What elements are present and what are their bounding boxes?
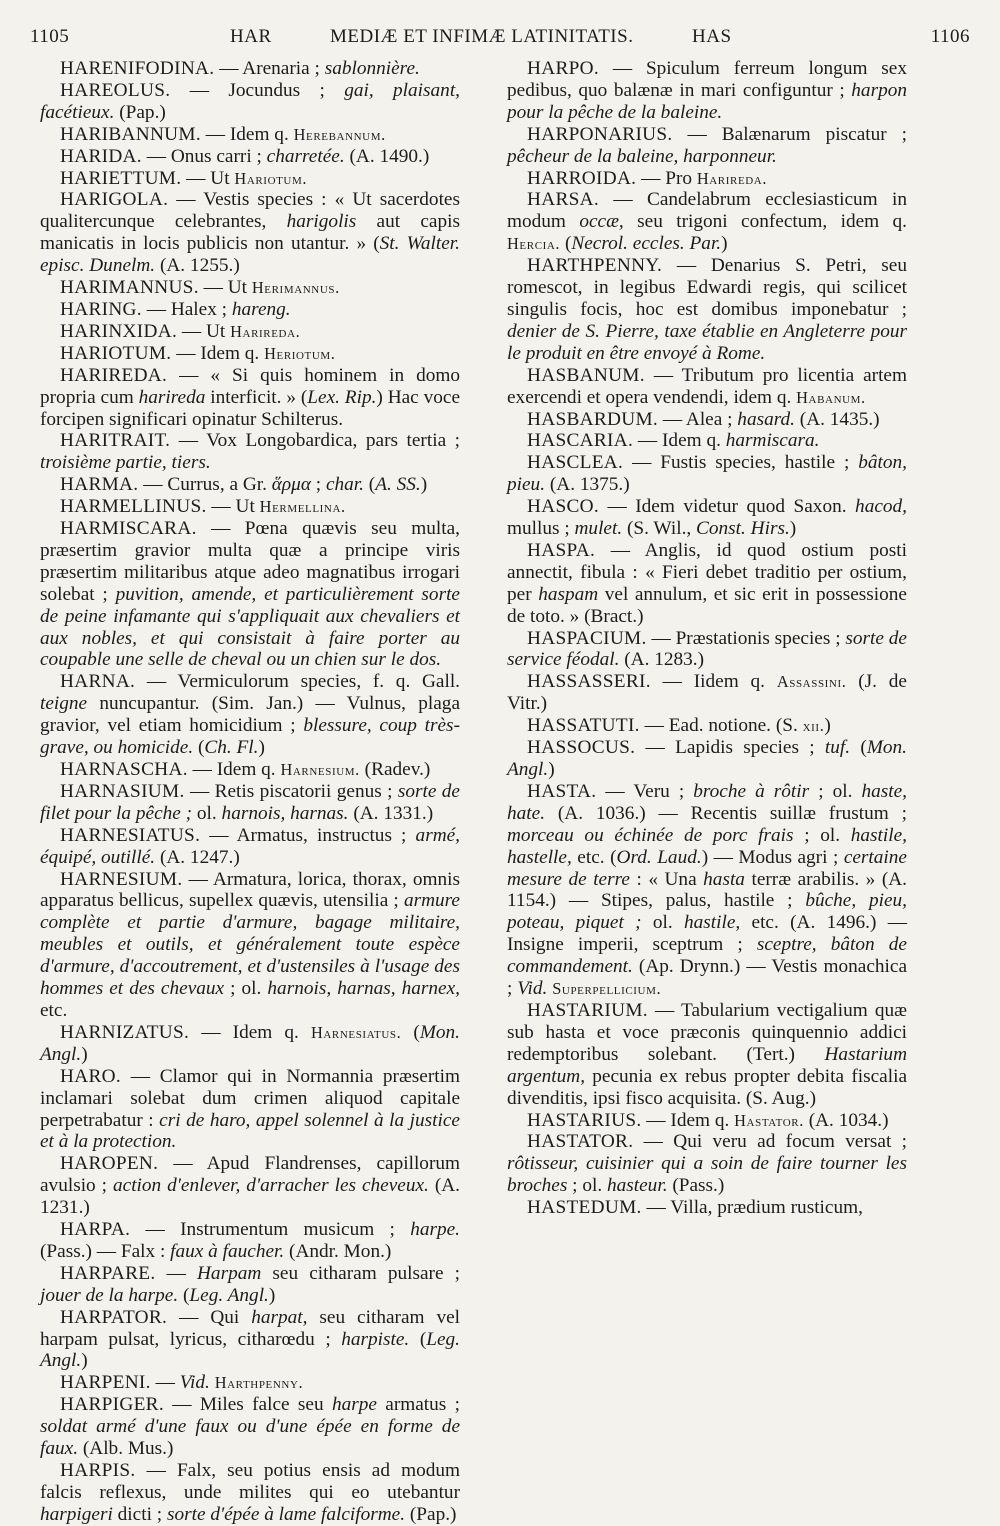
french-gloss: troisième partie, tiers. — [40, 452, 211, 474]
entry-harnizatus — [40, 1022, 460, 1066]
entry-hastedum — [507, 1197, 907, 1219]
italic-term: harpe — [331, 1394, 377, 1416]
italic-term: harigolis — [286, 211, 357, 233]
definition: — Idem q. — [641, 1109, 735, 1131]
french-gloss: jouer de la harpe. — [40, 1284, 179, 1306]
entry-harpa — [40, 1219, 460, 1263]
source-ref: (A. 1435.) — [794, 408, 880, 430]
dash: — — [150, 1372, 180, 1394]
italic-term: occæ, — [579, 211, 624, 233]
source-title: Ord. Laud. — [616, 846, 702, 868]
old-french-forms: haste, hate. — [507, 780, 907, 824]
french-gloss: harpe. — [410, 1219, 460, 1241]
french-gloss-2: faux à faucher. — [170, 1240, 285, 1262]
headword: HARO. — [60, 1065, 121, 1087]
definition: — Miles falce seu — [163, 1394, 332, 1416]
french-gloss: puvition, amende, et particulièrement sorte de peine infamante qui s'appliquait aux chevaliers et aux nobles, et qui consistait à faire porter au coupable une selle de cheval ou un chien sur le dos. — [40, 583, 460, 671]
headword: HASTEDUM. — [527, 1197, 642, 1219]
source-ref: (Alb. Mus.) — [78, 1438, 174, 1460]
entry-hariotum — [40, 343, 460, 365]
definition: — Denarius S. Petri, seu romescot, in legibus Edwardi regis, qui scilicet singulis focis, hoc est domibus imponebatur ; — [507, 255, 907, 320]
headword: HASBANUM. — [527, 364, 645, 386]
definition: — Retis piscatorii genus ; — [184, 780, 398, 802]
running-title: MEDIÆ ET INFIMÆ LATINITATIS. — [330, 26, 634, 47]
headword: HAROPEN. — [60, 1153, 159, 1175]
paren-close: ) — [789, 518, 797, 540]
paren-close: ) — [268, 1284, 276, 1306]
definition: — Idem q. — [171, 342, 265, 364]
paren-close: ) — [824, 715, 831, 737]
definition: — Vermiculorum species, f. q. Gall. — [135, 671, 460, 693]
entry-harnasium — [40, 781, 460, 825]
paren-open: ( — [850, 737, 867, 759]
french-gloss: mulet. — [574, 518, 623, 540]
definition-cont: ol. — [192, 802, 222, 824]
entry-harpiger — [40, 1394, 460, 1460]
entry-harietum — [40, 168, 460, 190]
entry-harida — [40, 146, 460, 168]
cross-reference: Assassini. — [776, 672, 847, 692]
french-gloss: morceau ou échinée de porc frais — [507, 824, 794, 846]
headword: HASTARIUM. — [527, 999, 648, 1021]
entry-hastarius — [507, 1110, 907, 1132]
source-ref: (A. 1231.) — [40, 1175, 460, 1219]
source-ref: (Pass.) — [667, 1175, 725, 1197]
source-title: Ch. Fl. — [204, 737, 259, 759]
headword: HARNASCHA. — [60, 759, 188, 780]
headword: HASTARIUS. — [527, 1109, 642, 1131]
definition-cont: seu trigoni confectum, idem q. — [623, 211, 907, 233]
headword: HARPIS. — [60, 1460, 136, 1481]
definition: — Idem videtur quod Saxon. — [598, 496, 856, 518]
entry-harpo — [507, 58, 907, 124]
headword: HARPONARIUS. — [527, 123, 673, 145]
french-gloss: bâton, pieu. — [507, 452, 907, 496]
entry-harponarius — [507, 124, 907, 168]
old-french-forms: hastile, — [683, 912, 741, 934]
entry-hastator — [507, 1131, 907, 1197]
entry-hasbanum — [507, 365, 907, 409]
french-gloss: char. — [325, 474, 364, 496]
entry-harmellinus — [40, 496, 460, 518]
old-french-forms: harnois, harnas. — [221, 802, 349, 824]
headword: HARNESIUM. — [60, 868, 183, 890]
headword: HARNASIUM. — [60, 780, 185, 802]
french-gloss: action d'enlever, d'arracher les cheveux. — [113, 1175, 429, 1197]
definition: — Ut — [181, 167, 235, 189]
source-title: St. Walter. episc. Dunelm. — [40, 233, 460, 277]
entry-hascaria — [507, 430, 907, 452]
left-guide-word: HAR — [230, 26, 272, 47]
definition: — Lapidis species ; — [635, 737, 825, 759]
text-segment: ol. — [641, 912, 684, 934]
definition-cont: nuncupantur. (Sim. Jan.) — Vulnus, plaga gravior, vel etiam homicidium ; — [40, 693, 460, 737]
definition-cont: (Pass.) — Falx : — [40, 1240, 171, 1262]
definition: — Villa, prædium rusticum, — [641, 1197, 863, 1219]
text-segment: (A. 1036.) — Recentis suillæ frustum ; — [545, 802, 907, 824]
definition-cont: interficit. » ( — [205, 386, 308, 408]
cross-reference: Herimannus. — [251, 278, 340, 298]
french-gloss: gai, plaisant, facétieux. — [40, 79, 460, 123]
entry-hastarium — [507, 1000, 907, 1110]
french-gloss: harpiste. — [341, 1328, 410, 1350]
headword: HARNIZATUS. — [60, 1021, 190, 1043]
entry-harimannus — [40, 277, 460, 299]
definition-cont: vel annulum, et sic erit in possessione de toto. » (Bract.) — [507, 583, 907, 627]
definition: — Anglis, id quod ostium posti annectit, fibula : « Fieri debet traditio per ostium, per — [507, 539, 907, 605]
definition: — Onus carri ; — [141, 145, 267, 167]
separator: ; — [310, 474, 326, 496]
source-ref: (A. 1247.) — [155, 846, 240, 868]
italic-term: teigne — [40, 693, 88, 715]
definition-tail: etc. — [40, 999, 68, 1021]
text-segment: (Ap. Drynn.) — Vestis monachica ; — [507, 956, 907, 1000]
text-segment: ; ol. — [809, 780, 862, 802]
entry-hareolus — [40, 80, 460, 124]
headword: HASTA. — [527, 780, 597, 802]
headword: HARIGOLA. — [60, 189, 169, 211]
source-ref: (A. 1331.) — [348, 802, 434, 824]
french-gloss: sorte de service féodal. — [507, 627, 907, 671]
source-title: A. SS. — [375, 474, 421, 496]
headword: HARTHPENNY. — [527, 255, 663, 277]
source-ref: (A. 1255.) — [155, 255, 240, 277]
text-segment: ) — Modus agri ; — [701, 846, 844, 868]
definition: — Vestis species : « Ut sacerdotes qualitercunque celebrantes, — [40, 189, 460, 233]
definition: — Armatura, lorica, thorax, omnis apparatus bellicus, supellex quævis, utensilia ; — [40, 868, 460, 912]
definition: — Ut — [177, 320, 231, 342]
definition: seu citharam pulsare ; — [261, 1262, 460, 1284]
entry-harnesiatus — [40, 825, 460, 869]
dash: — — [155, 1262, 197, 1284]
definition-tail: ) Hac voce forcipen significari opinatur Schilterus. — [40, 386, 461, 430]
right-guide-word: HAS — [692, 26, 732, 47]
headword: HARPENI. — [60, 1372, 151, 1394]
source-ref: (Andr. Mon.) — [284, 1240, 392, 1262]
cross-reference: Herebannum. — [293, 124, 386, 144]
paren-open: (S. Wil., — [622, 518, 697, 540]
definition: — Idem q. — [633, 430, 726, 452]
definition-cont: mullus ; — [507, 518, 575, 540]
paren-close: ) — [81, 1043, 88, 1065]
headword: HARIETTUM. — [60, 167, 182, 189]
definition: — Pœna quævis seu multa, præsertim gravior multa quæ a principe viris præsertim militaribus atque adeo magnatibus irrogari solebat ; — [40, 518, 460, 605]
headword: HARPA. — [60, 1219, 131, 1241]
text-segment: ; ol. — [793, 824, 851, 846]
definition: — Idem q. — [187, 759, 281, 780]
vid-marker: Vid. — [517, 978, 548, 1000]
century-numeral: xii. — [802, 716, 825, 736]
cross-reference: Harthpenny. — [214, 1373, 304, 1393]
french-gloss: harpon pour la pêche de la baleine. — [507, 79, 907, 123]
headword: HASPA. — [527, 539, 596, 561]
entry-harenifodina — [40, 58, 460, 80]
definition: — Alea ; — [658, 408, 738, 430]
definition: — Præstationis species ; — [646, 627, 846, 649]
headword: HARIOTUM. — [60, 342, 172, 364]
definition: — Qui — [167, 1306, 252, 1328]
source-ref: (Radev.) — [359, 759, 431, 780]
definition: — Jocundus ; — [170, 79, 345, 101]
cross-reference: Habanum. — [796, 387, 866, 407]
definition: — Ut — [206, 496, 260, 518]
definition: — Veru ; — [596, 780, 694, 802]
source-ref: (A. 1375.) — [545, 474, 630, 496]
french-gloss: charretée. — [266, 145, 345, 167]
source-ref: (Pap.) — [114, 101, 166, 123]
french-gloss: armé, équipé, outillé. — [40, 824, 460, 868]
french-gloss: blessure, coup très-grave, ou homicide. — [40, 715, 460, 759]
french-gloss: tuf. — [824, 737, 851, 759]
definition: — Falx, seu potius ensis ad modum falcis reflexus, unde milites qui eo utebantur — [40, 1460, 460, 1503]
definition: — Ead. notione. (S. — [639, 715, 803, 737]
entry-harroida — [507, 168, 907, 190]
old-french-forms: harnois, harnas, harnex, — [267, 978, 460, 1000]
french-gloss: armure complète et partie d'armure, bagage militaire, meubles et outils, et généralement toute espèce d'armure, d'accoutrement, et d'ustensiles à l'usage des hommes et des chevaux — [40, 890, 460, 1000]
headword: HARINXIDA. — [60, 320, 178, 342]
entry-harpare — [40, 1263, 460, 1307]
cross-reference: Hercia. — [507, 234, 561, 254]
french-gloss: sablonnière. — [324, 58, 420, 79]
left-page-number: 1105 — [30, 26, 70, 47]
cross-reference: Hermellina. — [259, 497, 346, 517]
definition-cont: aut capis manicatis in locis publicis non utantur. » ( — [40, 211, 460, 255]
headword: HARPARE. — [60, 1262, 156, 1284]
entry-haro — [40, 1066, 460, 1154]
right-page-number: 1106 — [930, 26, 970, 47]
headword: HARIBANNUM. — [60, 123, 201, 145]
vid-marker: Vid. — [179, 1372, 210, 1394]
headword: HASSATUTI. — [527, 715, 640, 737]
french-gloss: broche à rôtir — [693, 780, 810, 802]
italic-term: haspam — [538, 583, 599, 605]
greek-word: ἅρμα — [271, 474, 311, 496]
french-gloss: certaine mesure de terre — [507, 846, 907, 890]
entry-harmiscara — [40, 518, 460, 671]
headword: HAREOLUS. — [60, 79, 171, 101]
cross-reference: Hastator. — [734, 1110, 804, 1130]
source-title: Leg. Angl. — [189, 1284, 269, 1306]
source-title: Mon. Angl. — [40, 1021, 461, 1065]
paren-open: ( — [560, 233, 572, 255]
cross-reference: Superpellicium. — [552, 979, 662, 999]
entry-harpeni — [40, 1372, 460, 1394]
paren-open: ( — [409, 1328, 427, 1350]
source-ref: (Pap.) — [405, 1503, 457, 1525]
source-ref: (A. 1283.) — [619, 649, 705, 671]
headword: HARSA. — [527, 189, 599, 211]
definition: — Armatus, instructus ; — [200, 824, 416, 846]
headword: HARROIDA. — [527, 167, 637, 189]
headword: HARING. — [60, 298, 142, 320]
italic-term: harpat, — [251, 1306, 308, 1328]
entry-harpator — [40, 1307, 460, 1373]
french-gloss: cri de haro, appel solennel à la justice et à la protection. — [40, 1109, 460, 1153]
entry-harsa — [507, 189, 907, 255]
headword: HARMA. — [60, 474, 139, 496]
entry-hasco — [507, 496, 907, 540]
headword: HARIMANNUS. — [60, 277, 199, 299]
headword: HASSOCUS. — [527, 737, 636, 759]
definition-cont: pecunia ex rebus propter debita fiscalia divenditis, ipsi fisco acquisita. (S. Aug.) — [507, 1065, 907, 1109]
old-french-forms: hastile, hastelle, — [507, 824, 907, 868]
french-gloss: sceptre, bâton de commandement. — [507, 934, 907, 978]
entry-hasta — [507, 781, 907, 1000]
headword: HARIREDA. — [60, 364, 168, 386]
entry-haropen — [40, 1153, 460, 1219]
french-gloss: rôtisseur, cuisinier qui a soin de faire tourner les broches — [507, 1153, 907, 1197]
entry-harna — [40, 671, 460, 759]
entry-harpis — [40, 1460, 460, 1526]
entry-hasbardum — [507, 409, 907, 431]
headword: HASCO. — [527, 496, 599, 518]
paren-close: ) — [548, 759, 555, 780]
entry-haritrait — [40, 430, 460, 474]
paren-close: ) — [420, 474, 428, 496]
french-gloss: hareng. — [231, 298, 291, 320]
definition: — Tributum pro licentia artem exercendi et opera vendendi, idem q. — [507, 364, 907, 408]
french-gloss: pêcheur de la baleine, harponneur. — [507, 145, 777, 167]
headword: HASPACIUM. — [527, 627, 647, 649]
right-column — [507, 58, 907, 1511]
source-title: Mon. Angl. — [507, 737, 907, 780]
italic-term: harmiscara. — [725, 430, 820, 452]
definition: — Candelabrum ecclesiasticum in modum — [507, 189, 907, 233]
definition: — Ut — [198, 277, 252, 299]
entry-haspa — [507, 540, 907, 628]
definition-cont: armatus ; — [376, 1394, 460, 1416]
entry-harinxida — [40, 321, 460, 343]
paren-close: ) — [721, 233, 728, 255]
left-column — [40, 58, 461, 1525]
definition: — « Si quis hominem in domo propria cum — [40, 364, 460, 408]
italic-term: Hastarium argentum, — [507, 1043, 907, 1087]
definition-cont: ; ol. — [567, 1175, 607, 1197]
text-segment: : « Una — [629, 868, 704, 890]
paren-close: ) — [81, 1350, 88, 1372]
headword: HASCLEA. — [527, 452, 624, 474]
definition: — Idem q. — [189, 1021, 311, 1043]
headword: HARPO. — [527, 58, 599, 79]
definition: — Instrumentum musicum ; — [130, 1219, 411, 1241]
source-title: Lex. Rip. — [307, 386, 377, 408]
french-gloss: sorte de filet pour la pêche ; — [40, 780, 460, 824]
definition: — Apud Flandrenses, capillorum avulsio ; — [40, 1153, 460, 1197]
cross-reference: Hariotum. — [234, 168, 308, 188]
entry-haring — [40, 299, 460, 321]
definition-cont: ; ol. — [224, 978, 268, 1000]
italic-term: Harpam — [197, 1262, 262, 1284]
italic-term: hasta — [703, 868, 745, 890]
definition: — Iidem q. — [650, 671, 777, 693]
source-title: Necrol. eccles. Par. — [571, 233, 722, 255]
source-ref: (A. 1490.) — [344, 145, 430, 167]
headword: HARNA. — [60, 671, 136, 693]
source-title: Leg. Angl. — [40, 1328, 460, 1372]
paren-open: ( — [363, 474, 376, 496]
headword: HARPIGER. — [60, 1394, 164, 1416]
headword: HARIDA. — [60, 145, 142, 167]
source-ref: (J. de Vitr.) — [507, 671, 907, 715]
entry-hassasseri — [507, 671, 907, 715]
entry-haspacium — [507, 628, 907, 672]
definition: — Tabularium vectigalium quæ sub hasta et voce præconis quinquennio addici redemptoribus solebant. (Tert.) — [507, 999, 907, 1065]
paren-open: ( — [401, 1021, 420, 1043]
cross-reference: Harireda. — [230, 321, 301, 341]
headword: HARMISCARA. — [60, 518, 197, 540]
headword: HARMELLINUS. — [60, 496, 207, 518]
french-gloss: sorte d'épée à lame falciforme. — [166, 1503, 406, 1525]
entry-hassocus — [507, 737, 907, 781]
text-segment: etc. ( — [571, 846, 617, 868]
french-gloss: denier de S. Pierre, taxe établie en Angleterre pour le produit en être envoyé à Rome. — [507, 320, 907, 364]
definition: — Vox Longobardica, pars tertia ; — [170, 430, 460, 452]
entry-harnascha — [40, 759, 460, 781]
entry-harireda — [40, 365, 460, 431]
definition: — Pro — [636, 167, 697, 189]
cross-reference: Harireda. — [696, 168, 768, 188]
headword: HASBARDUM. — [527, 408, 659, 430]
headword: HARITRAIT. — [60, 430, 171, 452]
definition-cont: seu citharam vel harpam pulsat, lyricus, citharœdu ; — [40, 1306, 460, 1350]
source-title: Const. Hirs. — [696, 518, 790, 540]
french-gloss: hasard. — [737, 408, 795, 430]
definition: — Currus, a Gr. — [138, 474, 272, 496]
entry-hassatuti — [507, 715, 907, 737]
definition: — Clamor qui in Normannia præsertim inclamari solebat dum crimen aliquod capitale perpetrabatur : — [40, 1065, 460, 1131]
definition: — Balænarum piscatur ; — [672, 123, 907, 145]
italic-term: harpigeri — [40, 1503, 113, 1525]
definition: — Arenaria ; — [214, 58, 325, 79]
definition: — Qui veru ad focum versat ; — [633, 1131, 907, 1153]
source-ref: (A. 1034.) — [803, 1109, 889, 1131]
text-segment: etc. (A. 1496.) — Insigne imperii, sceptrum ; — [507, 912, 907, 956]
italic-term: harireda — [138, 386, 206, 408]
headword: HASCARIA. — [527, 430, 634, 452]
paren-open: ( — [178, 1284, 190, 1306]
headword: HASTATOR. — [527, 1131, 634, 1153]
definition: — Spiculum ferreum longum sex pedibus, quo balænæ in mari configuntur ; — [507, 58, 907, 101]
definition: — Fustis species, hastile ; — [623, 452, 859, 474]
definition-cont: dicti ; — [112, 1503, 167, 1525]
entry-haribannum — [40, 124, 460, 146]
french-gloss: bûche, pieu, poteau, piquet ; — [507, 890, 907, 934]
entry-hasclea — [507, 452, 907, 496]
paren-close: ) — [258, 737, 265, 759]
entry-harnesium — [40, 869, 460, 1022]
definition: — Idem q. — [200, 123, 294, 145]
headword: HARENIFODINA. — [60, 58, 215, 79]
definition: — Halex ; — [141, 298, 232, 320]
entry-harma — [40, 474, 460, 496]
text-segment: terræ arabilis. » (A. 1154.) — Stipes, palus, hastile ; — [507, 868, 908, 912]
headword: HASSASSERI. — [527, 671, 651, 693]
paren-open: ( — [193, 737, 205, 759]
cross-reference: Heriotum. — [264, 343, 336, 363]
headword: HARNESIATUS. — [60, 824, 201, 846]
old-french-forms: hasteur. — [606, 1175, 668, 1197]
entry-harigola — [40, 189, 460, 277]
italic-term: hacod, — [855, 496, 907, 518]
cross-reference: Harnesiatus. — [310, 1022, 402, 1042]
entry-harthpenny — [507, 255, 907, 365]
page-header — [30, 18, 970, 58]
headword: HARPATOR. — [60, 1306, 168, 1328]
french-gloss: soldat armé d'une faux ou d'une épée en forme de faux. — [40, 1416, 460, 1460]
cross-reference: Harnesium. — [280, 760, 360, 779]
